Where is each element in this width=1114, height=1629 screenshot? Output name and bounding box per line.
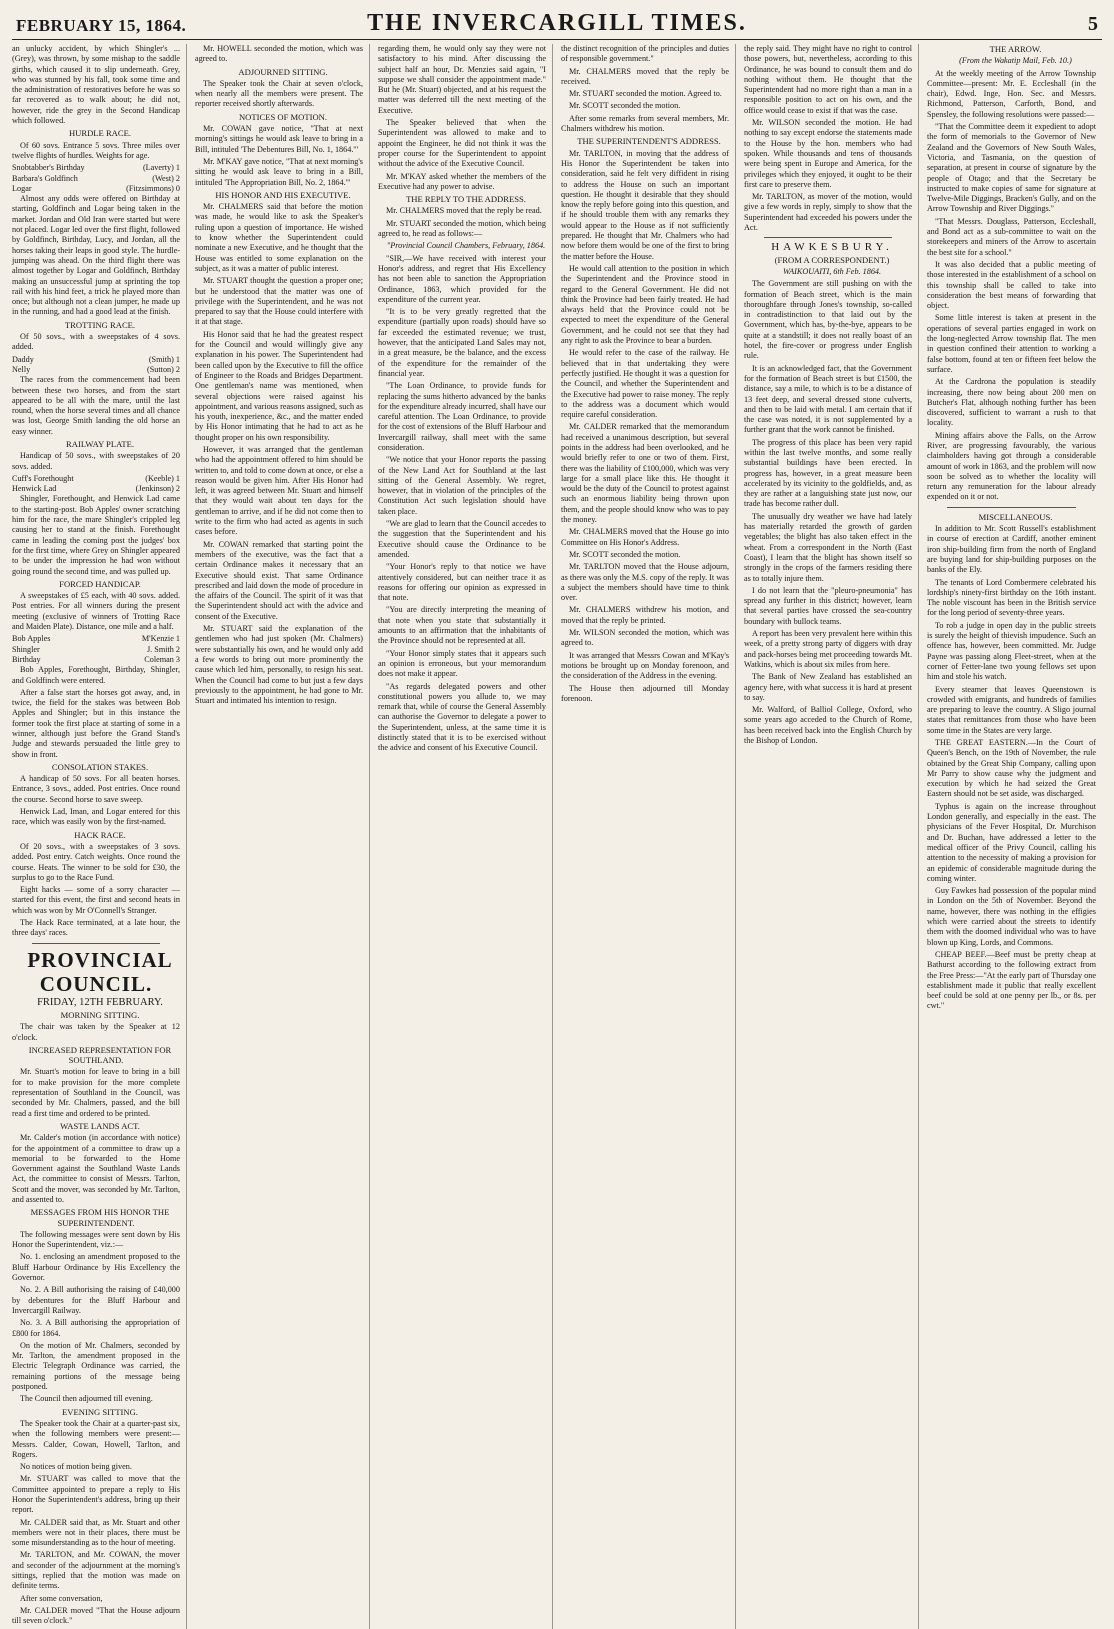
article-paragraph: In addition to Mr. Scott Russell's establishment in course of erection at Cardiff, another eminent iron ship-building firm from the north of England are buying land for ship-building purposes on the banks of the Ely. bbox=[927, 524, 1096, 575]
column-5 bbox=[744, 44, 919, 1629]
article-paragraph: The chair was taken by the Speaker at 12 o'clock. bbox=[12, 1022, 180, 1042]
article-paragraph: Mr. TARLTON moved that the House adjourn, as there was only the M.S. copy of the reply. It was a subject the members should have time to think over. bbox=[561, 562, 729, 603]
article-paragraph: Mr. Stuart's motion for leave to bring in a bill for to make provision for the more complete representation of Southland in the Council, was seconded by Mr. Chalmers, passed, and the bill read a first time and ordered to be printed. bbox=[12, 1067, 180, 1118]
article-paragraph: No notices of motion being given. bbox=[20, 1462, 132, 1472]
article-paragraph: A report has been very prevalent here within this week, of a pretty strong party of diggers with dray and pack-horses being met proceeding towards Mt. Watkins, which is about six miles from here. bbox=[744, 629, 912, 669]
section-heading: NOTICES OF MOTION. bbox=[238, 111, 328, 122]
article-paragraph: "That the Committee deem it expedient to adopt the form of memorials to the Governor of New Zealand and the Governors of New South Wales, Victoria, and Tasmania, on the question of separation, at present in course of signature by the people of Otago; and that the Secretary be instructed to make copies of same for signature at Twelve-Mile Diggings, Bracken's Gully, and on the Arrow Township and River Diggings." bbox=[927, 122, 1096, 214]
article-paragraph: Mr. TARLTON, and Mr. COWAN, the mover and seconder of the adjournment at the morning's sittings, replied that the motion was made on definite terms. bbox=[12, 1550, 180, 1591]
result-row: Shingler J. Smith 2 bbox=[12, 644, 180, 654]
article-paragraph: Mr. CHALMERS moved that the House go into Committee on His Honor's Address. bbox=[561, 527, 729, 547]
article-paragraph: The Bank of New Zealand has established an agency here, with what success it is hard at present to say. bbox=[744, 672, 912, 702]
article-paragraph: "SIR,—We have received with interest your Honor's address, and regret that His Excellency has not been able to sanction the Appropriation Ordinance, 1863, which provided for the expenditure of the current year. bbox=[378, 253, 546, 304]
divider bbox=[764, 237, 892, 238]
article-paragraph: Mr. CHALMERS moved that the reply be received. bbox=[561, 66, 729, 86]
article-paragraph: The tenants of Lord Combermere celebrated his lordship's ninety-first birthday on the 16th instant. The noble viscount has been in the British service for the long period of seventy-three years. bbox=[927, 577, 1096, 618]
column-6 bbox=[927, 44, 1102, 1629]
dateline: WAIKOUAITI, 6th Feb. 1864. bbox=[782, 266, 882, 276]
section-heading: THE REPLY TO THE ADDRESS. bbox=[406, 194, 526, 205]
article-paragraph: Every steamer that leaves Queenstown is crowded with emigrants, and hundreds of families are preparing to leave the country. A Sligo journal states that remittances from those who have been some time in the States are very large. bbox=[927, 684, 1096, 735]
section-heading: THE SUPERINTENDENT'S ADDRESS. bbox=[577, 136, 721, 147]
article-paragraph: His Honor said that he had the greatest respect for the Council and would willingly give any explanation in his power. The Superintendent had been called upon by the Executive to fill the office of Engineer to the Roads and Bridges Department. One gentleman's name was mentioned, when several objections were raised against his appointment, and various reasons assigned, such as his youth, inexperience, &c., and the matter ended by His Honor intimating that he had to act as he thought proper on his own responsibility. bbox=[195, 329, 363, 442]
article-paragraph: THE GREAT EASTERN.—In the Court of Queen's Bench, on the 19th of November, the rule obtained by the Great Ship Company, calling upon Mr Parry to show cause why the judgment and execution by which he had seized the Great Eastern should not be set aside, was discharged. bbox=[927, 738, 1096, 799]
article-paragraph: Mr. STUART seconded the motion, which being agreed to, he read as follows:— bbox=[378, 218, 546, 239]
article-paragraph: The unusually dry weather we have had lately has materially retarded the growth of garden vegetables; the blight has also taken effect in the wheat. From a correspondent in the North (East Coast), I learn that the blight has shown itself so strongly in the crops of the farmers residing there as to totally injure them. bbox=[744, 511, 912, 583]
article-paragraph: However, it was arranged that the gentleman who had the appointment offered to him should be written to, and told to come down at once, or else a reason would be given him. After His Honor had left, it was agreed between Mr. Stuart and himself that they would wait about ten days for the gentleman to arrive, and if he did not come then to write to the firm who had acted as agents in such cases before. bbox=[195, 444, 363, 537]
section-heading: MESSAGES FROM HIS HONOR THE SUPERINTENDENT. bbox=[30, 1207, 170, 1228]
column-4 bbox=[561, 44, 736, 1629]
article-paragraph: After some conversation, bbox=[20, 1593, 103, 1603]
result-row: Cuff's Forethought (Keeble) 1 bbox=[12, 473, 180, 483]
article-paragraph: Mr. CHALMERS moved that the reply be read. bbox=[386, 206, 542, 216]
article-paragraph: At the weekly meeting of the Arrow Township Committee—present: Mr. E. Eccleshall (in the chair), Edwd. Inge, Hon. Sec. and Messrs. Richmond, Patterson, Carforth, Bond, and Spensley, the following resolutions were passed:— bbox=[927, 68, 1096, 119]
article-paragraph: The following messages were sent down by His Honor the Superintendent, viz.:— bbox=[12, 1229, 180, 1250]
article-paragraph: Of 20 sovs., with a sweepstakes of 3 sovs. added. Post entry. Catch weights. Once round the course. Heats. The winner to be sold for £30, the surplus to go to the Race Fund. bbox=[12, 841, 180, 882]
article-paragraph: It is an acknowledged fact, that the Government for the formation of Beach street is but £1500, the distance, say a mile, to which is to be a distance of 13 feet deep, and several dressed stone culverts, and then to be laid with metal. I am certain that if the case was noted, it is not supplemented by a further grant that the work cannot be finished. bbox=[744, 363, 912, 435]
newspaper-title: THE INVERCARGILL TIMES. bbox=[367, 10, 747, 36]
section-heading: RAILWAY PLATE. bbox=[66, 438, 134, 449]
council-date: FRIDAY, 12TH FEBRUARY. bbox=[37, 996, 163, 1008]
article-paragraph: Mr. Calder's motion (in accordance with notice) for the appointment of a committee to draw up a memorial to be forwarded to the Home Government against the Southland Waste Lands Act, the committee to consist of Messrs. Tarlton, Scott and the mover, was seconded by Mr. Tarlton, and assented to. bbox=[12, 1133, 180, 1204]
result-row: Nelly (Sutton) 2 bbox=[12, 364, 180, 374]
article-paragraph: The Speaker believed that when the Superintendent was allowed to make and to appoint the Engineer, he did not think it was the proper course for the Superintendent to appoint without the advice of the Executive Council. bbox=[378, 118, 546, 169]
article-paragraph: After a false start the horses got away, and, in twice, the field for the stakes was between Bob Apples and Shingler; but in this instance the former took the first place at starting of some in a winner, although just before the Grand Stand's Judge and stewards persuaded the little grey to show in front. bbox=[12, 687, 180, 759]
column-2 bbox=[195, 44, 370, 1629]
article-paragraph: Some little interest is taken at present in the operations of several parties engaged in work on the long-neglected Arrow township flat. The men in question confined their attention to working a false bottom, found at ten or fifteen feet below the surface. bbox=[927, 313, 1096, 374]
columns bbox=[12, 44, 1102, 1626]
section-heading: ADJOURNED SITTING. bbox=[238, 66, 328, 77]
article-paragraph: Mr. CALDER moved "That the House adjourn till seven o'clock." bbox=[12, 1605, 180, 1626]
article-paragraph: A sweepstakes of £5 each, with 40 sovs. added. Post entries. For all winners during the present meeting (exclusive of winners of Trotting Race and Maiden Plate). Distance, one mile and a half. bbox=[12, 591, 180, 632]
article-paragraph: Henwick Lad, Iman, and Logar entered for this race, which was easily won by the first-named. bbox=[12, 807, 180, 827]
article-paragraph: No. 3. A Bill authorising the appropriation of £800 for 1864. bbox=[12, 1318, 180, 1338]
article-paragraph: "That Messrs. Douglass, Patterson, Eccleshall, and Bond act as a sub-committee to wait on the storekeepers and miners of the Arrow to ascertain the best site for a school." bbox=[927, 216, 1096, 257]
section-heading: HURDLE RACE. bbox=[68, 128, 132, 139]
article-paragraph: It was also decided that a public meeting of those interested in the establishment of a school on this township shall be called to take into consideration the best means of forwarding that object. bbox=[927, 259, 1096, 311]
article-paragraph: Mr. SCOTT seconded the motion. bbox=[569, 549, 681, 559]
section-heading: HACK RACE. bbox=[74, 829, 126, 840]
article-paragraph: an unlucky accident, by which Shingler's ... (Grey), was thrown, by some mishap to the saddle girths, which caused it to slip underneath. Grey, who was stunned by his fall, took some time and the administration of restoratives before he was so far recovered as to walk about; he did not, however, ride the grey in the Second Handicap which followed. bbox=[12, 44, 180, 126]
article-paragraph: Mr. SCOTT seconded the motion. bbox=[569, 101, 681, 111]
result-row: Henwick Lad (Jenkinson) 2 bbox=[12, 484, 180, 494]
newspaper-page bbox=[12, 6, 1102, 1626]
article-paragraph: It was arranged that Messrs Cowan and M'Kay's motions be brought up on Monday forenoon, and the consideration of the Address in the evening. bbox=[561, 650, 729, 681]
council-heading: PROVINCIAL COUNCIL. bbox=[27, 947, 173, 996]
article-paragraph: To rob a judge in open day in the public streets is surely the height of thievish impudence. Such an offence has, however, been committed. Mr. Judge Payne was passing along Fleet-street, when at the corner of Fetter-lane two young fellows set upon him and stole his watch. bbox=[927, 620, 1096, 682]
article-paragraph: regarding them, he would only say they were not satisfactory to his mind. After discussing the subject half an hour, Dr. Menzies said again, "I suppose we shall consider the appointment made." But he (Mr. Stuart) objected, and at his request the matter was deferred till the next meeting of the Executive. bbox=[378, 44, 546, 115]
article-paragraph: Mr. TARLTON, as mover of the motion, would give a few words in reply, simply to show that the Superintendent had exceeded his powers under the Act. bbox=[744, 192, 912, 233]
article-paragraph: "We are glad to learn that the Council accedes to the suggestion that the Superintendent and his Executive should cause the Ordinance to be amended. bbox=[378, 519, 546, 559]
page-number: 5 bbox=[1088, 13, 1098, 35]
article-paragraph: Mr. WILSON seconded the motion. He had nothing to say except endorse the statements made to the House by the hon. members who had spoken. While thousands and tens of thousands were being spent in Europe and America, for the privileges which they enjoyed, it ought to be their first care to preserve them. bbox=[744, 118, 912, 189]
article-paragraph: "Your Honor simply states that it appears such an opinion is erroneous, but your memorandum does not make it appear. bbox=[378, 648, 546, 679]
result-row: Snobtabber's Birthday (Laverty) 1 bbox=[12, 163, 180, 173]
article-paragraph: He would call attention to the position in which the Superintendent and the Province stood in regard to the General Government. He did not think the Province had been fairly treated. He had always held that the Province could not be expected to meet the expenditure of the General Government, and he could not see that they had any right to ask the Province to bear a burden. bbox=[561, 263, 729, 346]
article-paragraph: The Hack Race terminated, at a late hour, the three days' races. bbox=[12, 918, 180, 938]
section-heading: MORNING SITTING. bbox=[60, 1009, 140, 1020]
article-paragraph: Mr. COWAN remarked that starting point the members of the executive, was the fact that a certain Ordinance makes it necessary that an Executive should exist. That same Ordinance prescribed and laid down the mode of procedure in the affairs of the Council. The spirit of it was that the Superintendent should act with the advice and consent of the Executive. bbox=[195, 539, 363, 621]
section-heading: INCREASED REPRESENTATION FOR SOUTHLAND. bbox=[28, 1044, 172, 1066]
article-paragraph: Eight hacks — some of a sorry character — started for this event, the first and second heats in which was won by Mr O'Connell's Stranger. bbox=[12, 885, 180, 915]
article-paragraph: The Government are still pushing on with the formation of Beach street, which is the main thoroughfare through Jones's township, so-called in contradistinction to that laid out by the Government, which has, by-the-bye, appears to be quite at a standstill; it does not really boast of an hotel, the fire-cover or progress under English rule. bbox=[744, 279, 912, 361]
article-paragraph: After some remarks from several members, Mr. Chalmers withdrew his motion. bbox=[561, 113, 729, 134]
article-paragraph: "It is to be very greatly regretted that the expenditure (partially upon roads) should have so far exceeded the estimated revenue; we trust, however, that the anticipated Land Sales may not, in a great measure, be the balance, and the excess of the expenditure for the remainder of the financial year. bbox=[378, 307, 546, 378]
article-paragraph: "As regards delegated powers and other constitutional powers you allude to, we may remark that, while of course the General Assembly can authorise the Governor to delegate a power to the Superintendent, unless, at the same time it is distinctly stated that it is to be exercised without the advice and consent of his Executive Council. bbox=[378, 681, 546, 753]
article-paragraph: Of 50 sovs., with a sweepstakes of 4 sovs. added. bbox=[12, 332, 180, 352]
source-note: (From the Wakatip Mail, Feb. 10.) bbox=[959, 56, 1072, 66]
article-paragraph: Almost any odds were offered on Birthday at starting, Goldfinch and Logar being taken in the market. Jordan and Old Iran were started but were not placed. Logar led over the first flight, followed by Goldfinch, Birthday, Lucy, and Jordan, all the horses taking their leaps in good style. The hurdle-jumping was ahead. On the third flight there was almost together by Logar and Goldfinch, Birthday making an unsuccessful jump at sprinting the top rail with his hind feet, a trick he played more than once; but although not a clean jumper, he made up in the running, and had a good lead at the finish. bbox=[12, 194, 180, 317]
section-heading: CONSOLATION STAKES. bbox=[51, 761, 149, 772]
masthead bbox=[12, 6, 1102, 40]
article-paragraph: Shingler, Forethought, and Henwick Lad came to the starting-post. Bob Apples' owner scratching him for the race, the mare Shingler's crippled leg causing her to stand at the finish. Forethought came in leading the coming post the judges' box for the first time, where Grey on Shingler appeared to be under the impression he had won without going round the second time, and was pulled up. bbox=[12, 494, 180, 576]
article-paragraph: No. 1. enclosing an amendment proposed to the Bluff Harbour Ordinance by His Excellency the Governor. bbox=[12, 1252, 180, 1283]
article-paragraph: The progress of this place has been very rapid within the last twelve months, and some really substantial buildings have been erected. In progress has, however, in a great measure been accelerated by its vicinity to the goldfields, and, as they are rather at a languishing state just now, our trade has become rather dull. bbox=[744, 437, 912, 509]
section-heading: MISCELLANEOUS. bbox=[978, 511, 1053, 522]
article-paragraph: The Council then adjourned till evening. bbox=[20, 1394, 153, 1404]
article-paragraph: The Speaker took the Chair at a quarter-past six, when the following members were present:— Messrs. Calder, Cowan, Howell, Tarlton, and Rogers. bbox=[12, 1418, 180, 1459]
article-paragraph: Mr. STUART said the explanation of the gentlemen who had just spoken (Mr. Chalmers) were substantially his own, and he would only add a few words to bring out more prominently the cause which led him, personally, to resign his seat. When the Council had come to but just a few days previously to the appointment, he had gone to Mr. Stuart and intimated his intention to resign. bbox=[195, 624, 363, 706]
article-paragraph: At the Cardrona the population is steadily increasing, there now being about 200 men on Butcher's Flat, although nothing further has been discovered, sufficient to warrant a rush to that locality. bbox=[927, 377, 1096, 428]
article-paragraph: Mr. STUART seconded the motion. Agreed to. bbox=[569, 89, 722, 99]
dateline: "Provincial Council Chambers, February, 1864. bbox=[386, 241, 546, 251]
article-paragraph: On the motion of Mr. Chalmers, seconded by Mr. Tarlton, the amendment proposed in the Electric Telegraph Ordinance was carried, the remaining portions of the message being postponed. bbox=[12, 1340, 180, 1392]
article-paragraph: Mining affairs above the Falls, on the Arrow River, are progressing favourably, the various claimholders having got through a considerable amount of work in 1863, and the problem will now soon be solved as to whether the locality will return any remuneration for the labour already expended on it or not. bbox=[927, 430, 1096, 502]
column-3 bbox=[378, 44, 553, 1629]
result-row: Daddy (Smith) 1 bbox=[12, 354, 180, 364]
divider bbox=[32, 943, 160, 944]
result-row: Barbara's Goldfinch (West) 2 bbox=[12, 173, 180, 183]
article-paragraph: Mr. TARLTON, in moving that the address of His Honor the Superintendent be taken into consideration, said he felt very diffident in rising to address the House on such an important question. He thought it desirable that they should know the reply before going into this question, and if he should trouble them with any remarks they would appear to the House as if not sufficiently prepared. He thought that Mr. Chalmers who had now before them would be one of the first to bring the matter before the House. bbox=[561, 148, 729, 261]
correspondent-note: (FROM A CORRESPONDENT.) bbox=[774, 254, 890, 265]
article-paragraph: Guy Fawkes had possession of the popular mind in London on the 5th of November. Beyond the name, however, there was nothing in the effigies which were carried about the streets to identify them with the doomed individual who was to have blown up King, Lords, and Commons. bbox=[927, 886, 1096, 947]
article-paragraph: Typhus is again on the increase throughout London generally, and especially in the east. The physicians of the Fever Hospital, Dr. Murchison and Dr. Buchan, have addressed a letter to the medical officer of the Privy Council, calling his attention to the necessity of making a provision for an epidemic of considerable magnitude during the coming winter. bbox=[927, 801, 1096, 883]
article-paragraph: Mr. STUART thought the question a proper one; but he understood that the matter was one of privilege with the Superintendent, and he was not prepared to say that the House could interfere with it at that stage. bbox=[195, 276, 363, 327]
article-paragraph: CHEAP BEEF.—Beef must be pretty cheap at Bathurst according to the following extract from the Free Press:—"At the early part of Thursday one establishment made it public that really excellent beef could be sold at one penny per lb., or 8s. per cwt." bbox=[927, 949, 1096, 1011]
article-paragraph: Mr. HOWELL seconded the motion, which was agreed to. bbox=[195, 44, 363, 64]
section-heading: EVENING SITTING. bbox=[62, 1406, 138, 1417]
article-paragraph: the distinct recognition of the principles and duties of responsible government." bbox=[561, 44, 729, 64]
article-paragraph: Handicap of 50 sovs., with sweepstakes of 20 sovs. added. bbox=[12, 451, 180, 471]
result-row: Bob Apples M'Kenzie 1 bbox=[12, 634, 180, 644]
article-paragraph: "You are directly interpreting the meaning of that note when you state that substantially it amounts to an affirmation that the inhabitants of the Province should not be represented at all. bbox=[378, 605, 546, 646]
article-paragraph: "The Loan Ordinance, to provide funds for replacing the sums hitherto advanced by the banks for the expenditure already incurred, shall have our careful attention. The Loan Ordinance, to provide for the cost of extensions of the Bluff Harbour and Invercargill railway, shall meet with the same consideration. bbox=[378, 381, 546, 452]
article-paragraph: Mr. CALDER remarked that the memorandum had received a unanimous description, but several points in the address had been overlooked, and he would briefly refer to one or two of them. First, there was the liability of £100,000, which was very large for a small place like this. He thought it would be the duty of the Council to protest against such an enormous liability being thrown upon them, and the people should know who was to pay the money. bbox=[561, 422, 729, 525]
article-paragraph: Mr. WILSON seconded the motion, which was agreed to. bbox=[561, 628, 729, 648]
article-paragraph: Bob Apples, Forethought, Birthday, Shingler, and Goldfinch were entered. bbox=[12, 665, 180, 685]
article-paragraph: Mr. CHALMERS said that before the motion was made, he would like to ask the Speaker's ruling upon a question of importance. He wished to know whether the Superintendent could nominate a new Executive, and he thought that the House was entitled to some explanation on the subject, as it was a matter of public interest. bbox=[195, 202, 363, 273]
column-1 bbox=[12, 44, 187, 1629]
issue-date: FEBRUARY 15, 1864. bbox=[16, 16, 187, 35]
article-paragraph: The Speaker took the Chair at seven o'clock, when nearly all the members were present. The reporter received shortly afterwards. bbox=[195, 78, 363, 109]
article-paragraph: Mr. CALDER said that, as Mr. Stuart and other members were not in their places, there must be some misunderstanding as to the hour of meeting. bbox=[12, 1517, 180, 1548]
result-row: Logar (Fitzsimmons) 0 bbox=[12, 183, 180, 193]
divider bbox=[947, 507, 1076, 508]
result-row: Birthday Coleman 3 bbox=[12, 654, 180, 664]
article-paragraph: No. 2. A Bill authorising the raising of £40,000 by debentures for the Bluff Harbour and Invercargill Railway. bbox=[12, 1285, 180, 1315]
section-heading: FORCED HANDICAP. bbox=[59, 578, 141, 589]
article-paragraph: Mr. Walford, of Balliol College, Oxford, who some years ago acceded to the Church of Rome, has been received back into the English Church by the Bishop of London. bbox=[744, 705, 912, 745]
article-paragraph: The House then adjourned till Monday forenoon. bbox=[561, 683, 729, 703]
section-heading: HIS HONOR AND HIS EXECUTIVE. bbox=[215, 189, 351, 200]
article-paragraph: Mr. COWAN gave notice, "That at next morning's sittings he would ask leave to bring in a Bill, intituled 'The Debentures Bill, No. 1, 1864.'" bbox=[195, 124, 363, 154]
article-paragraph: The races from the commencement had been between these two horses, and from the start appeared to be all with the mare, until the last round, when the horse several times and all chance was lost, George Smith landing the old horse an easy winner. bbox=[12, 375, 180, 436]
article-paragraph: "We notice that your Honor reports the passing of the New Land Act for Southland at the last sitting of the General Assembly. We regret, however, that in violation of the principles of the Constitution Act such legislation should have taken place. bbox=[378, 455, 546, 516]
section-heading: THE ARROW. bbox=[989, 44, 1042, 54]
article-paragraph: "Your Honor's reply to that notice we have attentively considered, but can neither trace it as reasons for offering our opinion as expressed in that note. bbox=[378, 562, 546, 603]
section-heading: TROTTING RACE. bbox=[64, 319, 136, 330]
article-paragraph: He would refer to the case of the railway. He believed that in that undertaking they were perfectly justified. He thought it was a question for the Council, and whether the Superintendent and the Executive had power to raise money. The reply to the address was a document which would require careful consideration. bbox=[561, 348, 729, 420]
hawkesbury-heading: HAWKESBURY. bbox=[771, 241, 893, 254]
article-paragraph: Mr. M'KAY asked whether the members of the Executive had any power to advise. bbox=[378, 171, 546, 191]
section-heading: WASTE LANDS ACT. bbox=[60, 1120, 140, 1131]
article-paragraph: Mr. STUART was called to move that the Committee appointed to prepare a reply to His Honor the Superintendent's address, bring up their report. bbox=[12, 1474, 180, 1515]
article-paragraph: A handicap of 50 sovs. For all beaten horses. Entrance, 3 sovs., added. Post entries. Once round the course. Second horse to save sweep. bbox=[12, 774, 180, 804]
article-paragraph: Mr. CHALMERS withdrew his motion, and moved that the reply be printed. bbox=[561, 605, 729, 625]
article-paragraph: Mr. M'KAY gave notice, "That at next morning's sitting he would ask leave to bring in a Bill, intituled 'The Appropriation Bill, No. 2, 1864.'" bbox=[195, 156, 363, 187]
article-paragraph: I do not learn that the "pleuro-pneumonia" has spread any further in this district; however, learn that several parties have crossed the sea-country boundary with bullock teams. bbox=[744, 585, 912, 626]
article-paragraph: the reply said. They might have no right to control those powers, but, nevertheless, according to this Ordinance, he was bound to consult them and do nothing without them. He thought that the Superintendent had no more right than a man in a responsible position to act on his own, and the office would cease to exist if that was the case. bbox=[744, 44, 912, 115]
article-paragraph: Of 60 sovs. Entrance 5 sovs. Three miles over twelve flights of hurdles. Weights for age. bbox=[12, 140, 180, 160]
